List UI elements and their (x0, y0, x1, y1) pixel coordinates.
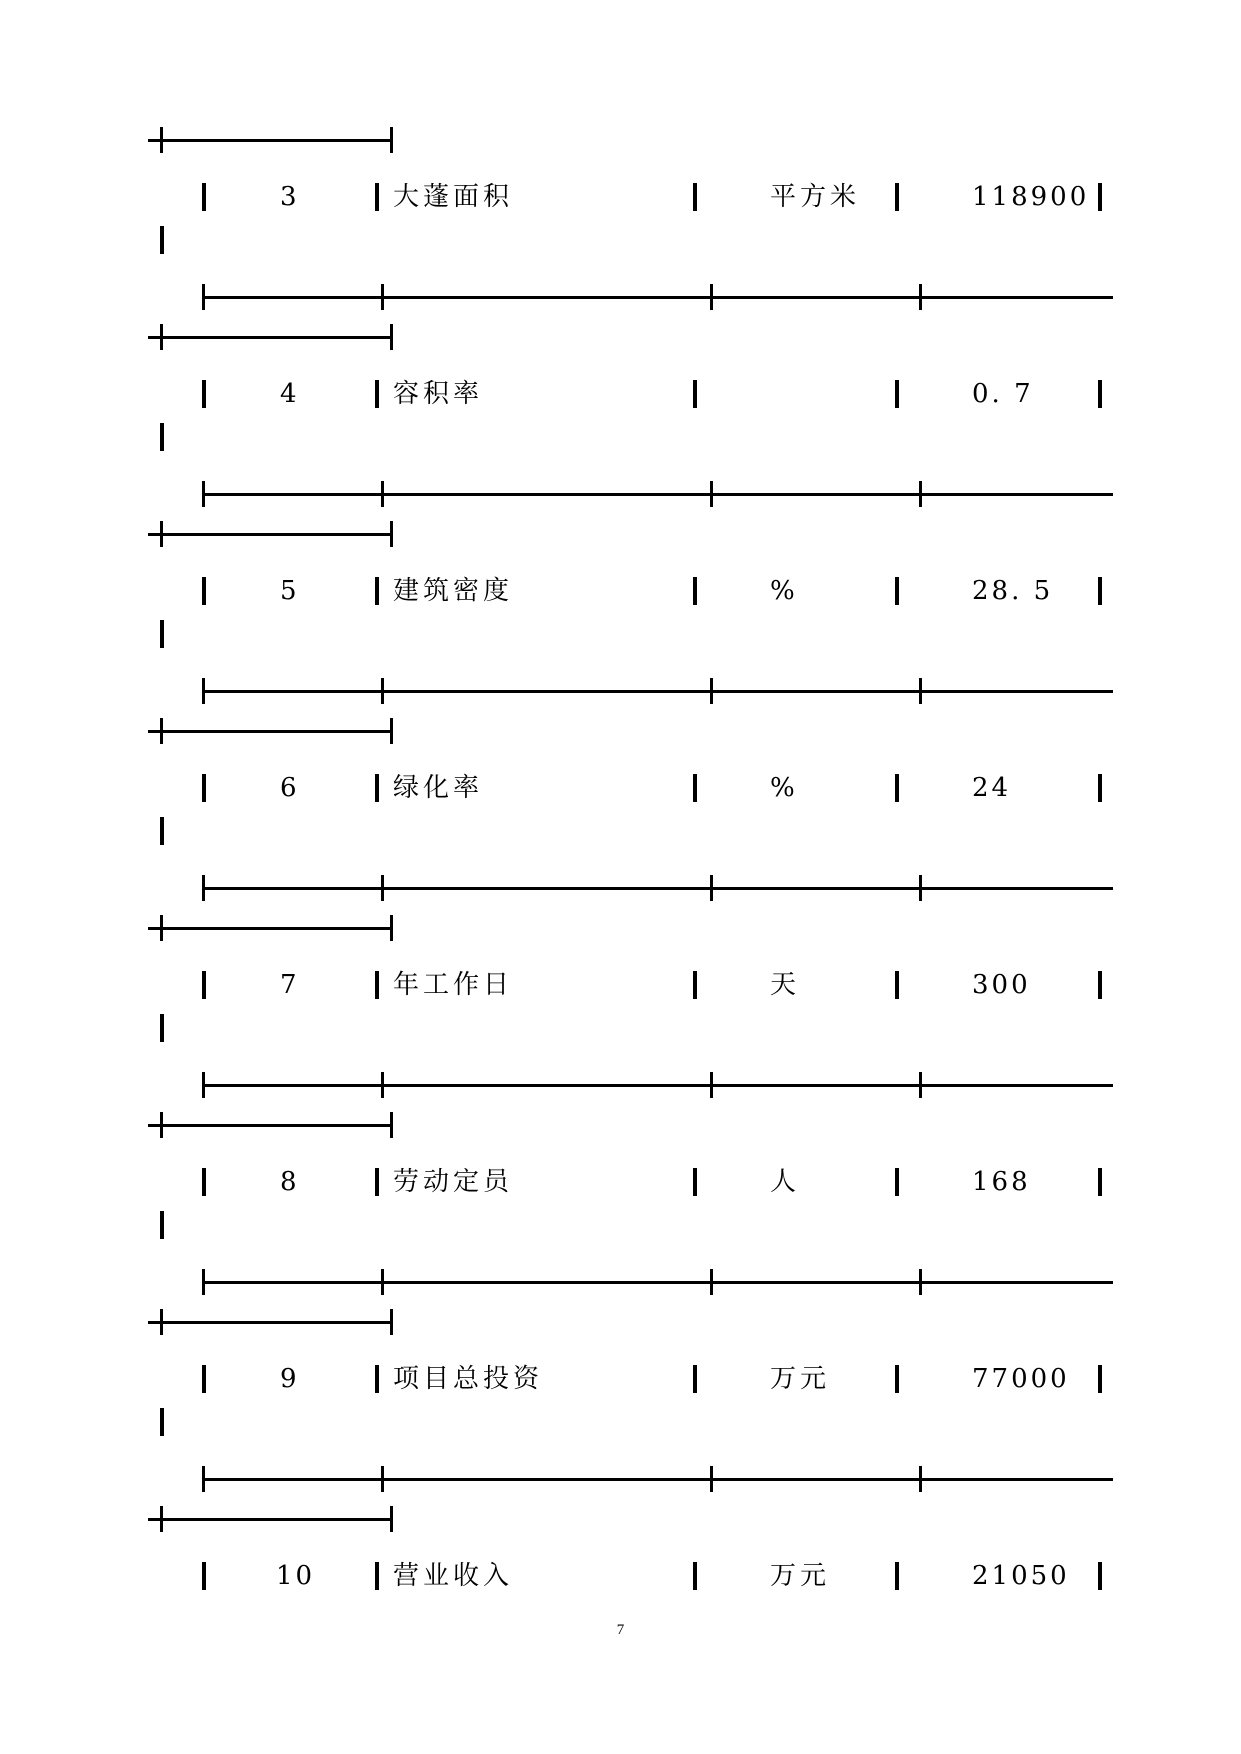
row-value: 0. 7 (972, 379, 1034, 409)
cell-divider (693, 1365, 697, 1393)
row-separator-tick (381, 875, 384, 901)
row-item: 年工作日 (393, 970, 514, 1000)
cell-divider (202, 577, 206, 605)
cell-divider (202, 1365, 206, 1393)
row-separator-tick (202, 284, 205, 310)
row-top-rule-tick (390, 1309, 393, 1335)
row-separator-tick (710, 875, 713, 901)
cell-divider (693, 971, 697, 999)
row-separator-tick (710, 678, 713, 704)
row-separator-tick (919, 1072, 922, 1098)
cell-divider (1098, 971, 1102, 999)
row-item: 项目总投资 (393, 1364, 544, 1394)
row-top-rule (148, 927, 393, 930)
row-separator (202, 1478, 1113, 1481)
row-separator-tick (919, 481, 922, 507)
row-value: 21050 (972, 1561, 1070, 1591)
cell-divider (160, 423, 164, 451)
row-unit: 万元 (770, 1364, 831, 1394)
row-item: 容积率 (393, 379, 484, 409)
row-item: 绿化率 (393, 773, 484, 803)
row-top-rule-tick (390, 127, 393, 153)
row-unit: % (770, 773, 799, 803)
row-separator (202, 493, 1113, 496)
row-separator (202, 296, 1113, 299)
cell-divider (895, 1168, 899, 1196)
cell-divider (1098, 183, 1102, 211)
row-top-rule-tick (160, 127, 163, 153)
cell-divider (202, 183, 206, 211)
row-number: 4 (280, 379, 300, 409)
row-separator (202, 690, 1113, 693)
cell-divider (693, 183, 697, 211)
row-top-rule (148, 730, 393, 733)
row-top-rule (148, 1124, 393, 1127)
cell-divider (160, 1211, 164, 1239)
row-top-rule-tick (160, 1112, 163, 1138)
cell-divider (160, 226, 164, 254)
row-separator-tick (202, 481, 205, 507)
cell-divider (895, 1365, 899, 1393)
row-separator-tick (919, 1466, 922, 1492)
row-top-rule (148, 1321, 393, 1324)
row-top-rule-tick (160, 1506, 163, 1532)
cell-divider (202, 774, 206, 802)
row-item: 劳动定员 (393, 1167, 514, 1197)
cell-divider (202, 971, 206, 999)
row-top-rule-tick (160, 718, 163, 744)
cell-divider (375, 1168, 379, 1196)
row-value: 168 (972, 1167, 1031, 1197)
row-value: 77000 (972, 1364, 1070, 1394)
row-separator-tick (710, 1269, 713, 1295)
cell-divider (375, 577, 379, 605)
cell-divider (1098, 1562, 1102, 1590)
row-top-rule-tick (390, 521, 393, 547)
row-item: 建筑密度 (393, 576, 514, 606)
row-top-rule (148, 1518, 393, 1521)
row-separator-tick (710, 284, 713, 310)
row-separator-tick (919, 284, 922, 310)
cell-divider (160, 1014, 164, 1042)
row-unit: % (770, 576, 799, 606)
cell-divider (160, 620, 164, 648)
row-item: 大蓬面积 (393, 182, 514, 212)
row-separator-tick (710, 1072, 713, 1098)
row-separator (202, 887, 1113, 890)
cell-divider (375, 183, 379, 211)
cell-divider (202, 1168, 206, 1196)
row-separator-tick (202, 1072, 205, 1098)
row-separator (202, 1084, 1113, 1087)
row-separator-tick (919, 1269, 922, 1295)
row-separator-tick (381, 1072, 384, 1098)
row-separator-tick (381, 284, 384, 310)
row-top-rule (148, 533, 393, 536)
cell-divider (895, 183, 899, 211)
row-top-rule-tick (390, 324, 393, 350)
row-number: 7 (280, 970, 300, 1000)
row-top-rule-tick (160, 915, 163, 941)
cell-divider (375, 380, 379, 408)
cell-divider (1098, 577, 1102, 605)
row-separator-tick (381, 1269, 384, 1295)
cell-divider (375, 1562, 379, 1590)
row-value: 300 (972, 970, 1031, 1000)
cell-divider (375, 1365, 379, 1393)
page-number: 7 (616, 1622, 625, 1638)
row-item: 营业收入 (393, 1561, 514, 1591)
row-unit: 天 (770, 970, 801, 1000)
cell-divider (693, 380, 697, 408)
row-number: 5 (280, 576, 300, 606)
row-number: 8 (280, 1167, 300, 1197)
cell-divider (693, 1562, 697, 1590)
row-separator-tick (919, 875, 922, 901)
row-top-rule-tick (390, 1112, 393, 1138)
cell-divider (693, 774, 697, 802)
row-number: 3 (280, 182, 300, 212)
row-value: 24 (972, 773, 1012, 803)
row-separator-tick (710, 481, 713, 507)
row-unit: 人 (770, 1167, 801, 1197)
cell-divider (202, 1562, 206, 1590)
row-top-rule-tick (390, 915, 393, 941)
row-top-rule (148, 139, 393, 142)
row-top-rule-tick (160, 1309, 163, 1335)
cell-divider (693, 577, 697, 605)
cell-divider (895, 774, 899, 802)
cell-divider (1098, 774, 1102, 802)
cell-divider (375, 971, 379, 999)
row-top-rule-tick (390, 718, 393, 744)
cell-divider (895, 577, 899, 605)
row-separator-tick (202, 875, 205, 901)
row-separator-tick (381, 1466, 384, 1492)
cell-divider (1098, 1168, 1102, 1196)
cell-divider (895, 971, 899, 999)
row-separator-tick (381, 481, 384, 507)
row-separator (202, 1281, 1113, 1284)
row-value: 118900 (972, 182, 1090, 212)
row-separator-tick (202, 678, 205, 704)
row-top-rule-tick (160, 521, 163, 547)
cell-divider (160, 817, 164, 845)
cell-divider (1098, 1365, 1102, 1393)
row-unit: 万元 (770, 1561, 831, 1591)
row-number: 10 (276, 1561, 316, 1591)
row-separator-tick (202, 1269, 205, 1295)
row-top-rule-tick (390, 1506, 393, 1532)
cell-divider (693, 1168, 697, 1196)
cell-divider (160, 1408, 164, 1436)
cell-divider (1098, 380, 1102, 408)
cell-divider (202, 380, 206, 408)
cell-divider (895, 1562, 899, 1590)
cell-divider (375, 774, 379, 802)
cell-divider (895, 380, 899, 408)
row-separator-tick (202, 1466, 205, 1492)
row-value: 28. 5 (972, 576, 1054, 606)
row-separator-tick (710, 1466, 713, 1492)
row-unit: 平方米 (770, 182, 861, 212)
row-top-rule-tick (160, 324, 163, 350)
row-separator-tick (381, 678, 384, 704)
row-top-rule (148, 336, 393, 339)
row-number: 6 (280, 773, 300, 803)
row-number: 9 (280, 1364, 300, 1394)
row-separator-tick (919, 678, 922, 704)
